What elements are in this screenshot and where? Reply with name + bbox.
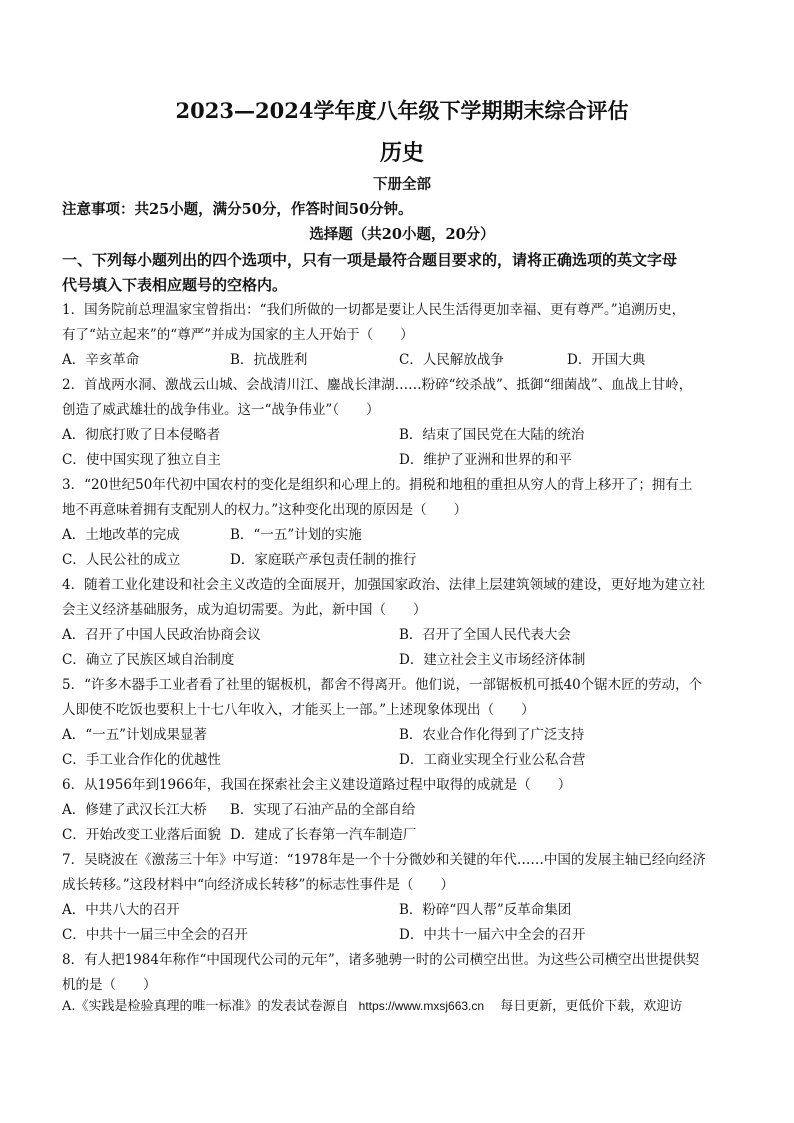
options-row <box>62 648 742 673</box>
question-text: 有了“站立起来”的“尊严”并成为国家的主人开始于（ ） <box>62 327 414 343</box>
question-text: 3．“20世纪50年代初中国农村的变化是组织和心理上的。捐税和地租的重担从穷人的背上移开了；拥有土 <box>62 477 693 493</box>
subject-title: 历史 <box>379 140 424 166</box>
option-c: C．人民公社的成立 <box>62 552 181 568</box>
instructions <box>62 248 742 298</box>
option-d: D．家庭联产承包责任制的推行 <box>230 552 417 568</box>
question-4 <box>62 573 742 623</box>
options-row <box>62 448 742 473</box>
option-d: D．中共十一届六中全会的召开 <box>399 927 586 943</box>
option-c: C．中共十一届三中全会的召开 <box>62 927 248 943</box>
option-a: A．辛亥革命 <box>62 352 140 368</box>
footer-note: 每日更新，更低价下载，欢迎访 <box>500 999 683 1014</box>
question-text: 成长转移。”这段材料中“向经济成长转移”的标志性事件是（ ） <box>62 877 454 893</box>
question-2 <box>62 373 742 423</box>
question-6 <box>62 773 742 798</box>
option-a: A．中共八大的召开 <box>62 902 180 918</box>
option-a: A．土地改革的完成 <box>62 527 180 543</box>
question-text: 4．随着工业化建设和社会主义改造的全面展开，加强国家政治、法律上层建筑领域的建设，更好地为建立社 <box>62 577 706 593</box>
options-row <box>62 823 742 848</box>
option-b: B．召开了全国人民代表大会 <box>399 627 571 643</box>
question-text: 机的是（ ） <box>62 977 157 993</box>
option-c: C．人民解放战争 <box>399 352 504 368</box>
options-row <box>62 548 742 573</box>
question-3 <box>62 473 742 523</box>
question-text: 会主义经济基础服务，成为迫切需要。为此，新中国（ ） <box>62 602 427 618</box>
option-d: D．开国大典 <box>567 352 646 368</box>
option-b: B．农业合作化得到了广泛支持 <box>399 727 585 743</box>
question-1 <box>62 298 742 348</box>
option-b: B．结束了国民党在大陆的统治 <box>399 427 585 443</box>
footer-text: A.《实践是检验真理的唯一标准》的发表试卷源自 <box>62 999 349 1014</box>
question-text: 创造了威武雄壮的战争伟业。这一“战争伟业”（ ） <box>62 402 380 418</box>
option-c: C．手工业合作化的优越性 <box>62 752 221 768</box>
option-d: D．建立社会主义市场经济体制 <box>399 652 586 668</box>
option-c: C．开始改变工业落后面貌 <box>62 827 221 843</box>
question-5 <box>62 673 742 723</box>
option-c: C．使中国实现了独立自主 <box>62 452 221 468</box>
question-text: 1．国务院前总理温家宝曾指出：“我们所做的一切都是要让人民生活得更加幸福、更有尊严。”追溯历史， <box>62 302 686 318</box>
instruction-line: 代号填入下表相应题号的空格内。 <box>62 276 288 294</box>
question-text: 2．首战两水洞、激战云山城、会战清川江、鏖战长津湖……粉碎“绞杀战”、抵御“细菌战”、血战上甘岭， <box>62 377 693 393</box>
question-text: 8．有人把1984年称作“中国现代公司的元年”，诸多驰骋一时的公司横空出世。为这些公司横空出世提供契 <box>62 952 700 968</box>
option-b: B．粉碎“四人帮”反革命集团 <box>399 902 572 918</box>
options-row <box>62 423 742 448</box>
footer-line <box>62 995 682 1014</box>
option-d: D．建成了长春第一汽车制造厂 <box>230 827 417 843</box>
notice-text: 注意事项：共25小题，满分50分，作答时间50分钟。 <box>62 201 413 218</box>
source-link[interactable]: https://www.mxsj663.cn <box>358 999 485 1013</box>
scope-label: 下册全部 <box>373 176 431 193</box>
question-7 <box>62 848 742 898</box>
question-text: 人即使不吃饭也要积上十七八年收入，才能买上一部。”上述现象体现出（ ） <box>62 702 535 718</box>
question-text: 7．吴晓波在《激荡三十年》中写道：“1978年是一个十分微妙和关键的年代……中国的发展主轴已经向经济 <box>62 852 706 868</box>
options-row <box>62 748 742 773</box>
option-b: B．抗战胜利 <box>230 352 308 368</box>
instruction-line: 一、下列每小题列出的四个选项中，只有一项是最符合题目要求的，请将正确选项的英文字母 <box>62 251 678 269</box>
options-row <box>62 523 742 548</box>
options-row <box>62 723 742 748</box>
option-d: D．维护了亚洲和世界的和平 <box>399 452 572 468</box>
question-8 <box>62 948 742 998</box>
option-b: B．“一五”计划的实施 <box>230 527 362 543</box>
option-d: D．工商业实现全行业公私合营 <box>399 752 586 768</box>
option-a: A．彻底打败了日本侵略者 <box>62 427 221 443</box>
section-title: 选择题（共20小题，20分） <box>309 226 495 243</box>
options-row <box>62 348 742 373</box>
option-a: A．修建了武汉长江大桥 <box>62 802 207 818</box>
options-row <box>62 798 742 823</box>
question-text: 6．从1956年到1966年，我国在探索社会主义建设道路过程中取得的成就是（ ） <box>62 777 572 793</box>
question-text: 地不再意味着拥有支配别人的权力。”这种变化出现的原因是（ ） <box>62 502 468 518</box>
option-a: A．召开了中国人民政治协商会议 <box>62 627 261 643</box>
option-b: B．实现了石油产品的全部自给 <box>230 802 416 818</box>
option-a: A．“一五”计划成果显著 <box>62 727 208 743</box>
exam-title: 2023—2024学年度八年级下学期期末综合评估 <box>175 98 629 123</box>
options-row <box>62 898 742 923</box>
options-row <box>62 623 742 648</box>
options-row <box>62 923 742 948</box>
question-text: 5．“许多木器手工业者看了社里的锯板机，都舍不得离开。他们说，一部锯板机可抵40个锯木匠的劳动，个 <box>62 677 703 693</box>
option-c: C．确立了民族区域自治制度 <box>62 652 235 668</box>
